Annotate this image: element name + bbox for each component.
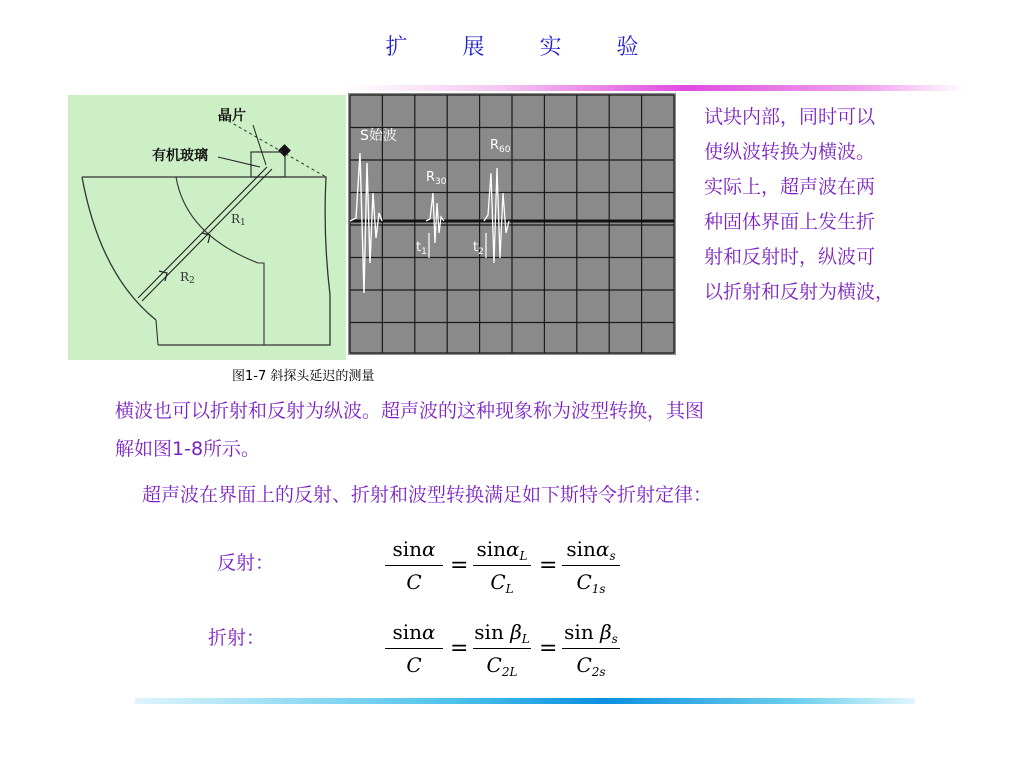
title-char: 扩 — [385, 35, 408, 60]
equals-sign: = — [450, 553, 469, 578]
subscript: s — [611, 632, 618, 646]
oscilloscope-screen — [348, 93, 676, 355]
velocity-symbol: C — [576, 570, 592, 594]
r30-subscript: 30 — [435, 177, 447, 187]
title-char: 展 — [462, 35, 485, 60]
alpha-symbol: α — [506, 537, 520, 561]
velocity-symbol: C — [486, 653, 502, 677]
oscilloscope-drawing — [348, 93, 676, 355]
alpha-symbol: α — [422, 620, 436, 644]
t1-letter: t — [416, 240, 422, 255]
subscript: 2L — [501, 665, 518, 679]
paragraph-line: 射和反射时，纵波可 — [704, 246, 876, 268]
beta-symbol: β — [510, 620, 522, 644]
probe-block-drawing — [68, 95, 346, 360]
snell-law-intro: 超声波在界面上的反射、折射和波型转换满足如下斯特令折射定律： — [142, 484, 713, 506]
title-char: 实 — [539, 35, 562, 60]
equals-sign: = — [450, 636, 469, 661]
sin-text: sin — [566, 537, 596, 561]
velocity-symbol: C — [576, 653, 592, 677]
paragraph-line: 横波也可以折射和反射为纵波。超声波的这种现象称为波型转换，其图 — [115, 400, 705, 422]
t1-subscript: 1 — [421, 247, 427, 257]
velocity-symbol: C — [406, 570, 422, 594]
t2-letter: t — [473, 240, 479, 255]
paragraph-line: 使纵波转换为横波。 — [704, 141, 876, 163]
r2-letter: R — [180, 270, 190, 284]
sin-text: sin — [392, 620, 423, 644]
equals-sign: = — [539, 553, 558, 578]
fraction — [473, 618, 531, 679]
reflection-label: 反射： — [217, 552, 275, 574]
r1-label — [231, 212, 246, 228]
fraction — [385, 618, 443, 679]
reflection-formula — [385, 535, 645, 605]
title-char: 验 — [616, 35, 639, 60]
paragraph-line: 解如图1-8所示。 — [115, 438, 261, 460]
refraction-label: 折射： — [208, 627, 266, 649]
paragraph-line: 种固体界面上发生折 — [704, 211, 876, 233]
alpha-symbol: α — [595, 537, 610, 561]
r2-label — [180, 270, 195, 286]
refraction-formula — [385, 618, 645, 688]
r60-letter: R — [490, 138, 500, 153]
probe-block-figure — [68, 95, 346, 360]
sin-text: sin — [564, 620, 594, 644]
r60-subscript: 60 — [499, 145, 511, 155]
sin-text: sin — [392, 537, 423, 561]
right-paragraph — [704, 100, 954, 310]
sin-text: sin — [474, 620, 504, 644]
t2-subscript: 2 — [478, 247, 484, 257]
slide-title — [0, 30, 1024, 61]
figure-caption: 图1-7 斜探头延迟的测量 — [232, 369, 375, 384]
fraction — [473, 535, 531, 596]
subscript: L — [521, 632, 530, 646]
r1-letter: R — [231, 212, 241, 226]
crystal-label: 晶片 — [218, 108, 246, 124]
equals-sign: = — [539, 636, 558, 661]
subscript: 2s — [591, 665, 606, 679]
subscript: L — [519, 549, 528, 563]
r30-letter: R — [426, 170, 436, 185]
velocity-symbol: C — [490, 570, 506, 594]
fraction — [562, 535, 620, 596]
top-gradient-divider — [345, 85, 965, 91]
subscript: 1s — [591, 582, 606, 596]
fraction — [385, 535, 443, 596]
beta-symbol: β — [600, 620, 612, 644]
subscript: s — [609, 549, 616, 563]
paragraph-line: 以折射和反射为横波， — [704, 281, 895, 303]
paragraph-line: 实际上，超声波在两 — [704, 176, 876, 198]
sin-text: sin — [476, 537, 507, 561]
mode-conversion-paragraph — [115, 392, 704, 468]
subscript: L — [505, 582, 514, 596]
glass-label: 有机玻璃 — [152, 148, 208, 164]
velocity-symbol: C — [406, 653, 422, 677]
bottom-gradient-divider — [135, 698, 915, 704]
fraction — [562, 618, 620, 679]
paragraph-line: 试块内部，同时可以 — [704, 106, 876, 128]
r1-subscript: 1 — [240, 218, 246, 228]
r2-subscript: 2 — [189, 276, 195, 286]
alpha-symbol: α — [422, 537, 436, 561]
initial-wave-label: S始波 — [360, 128, 397, 144]
